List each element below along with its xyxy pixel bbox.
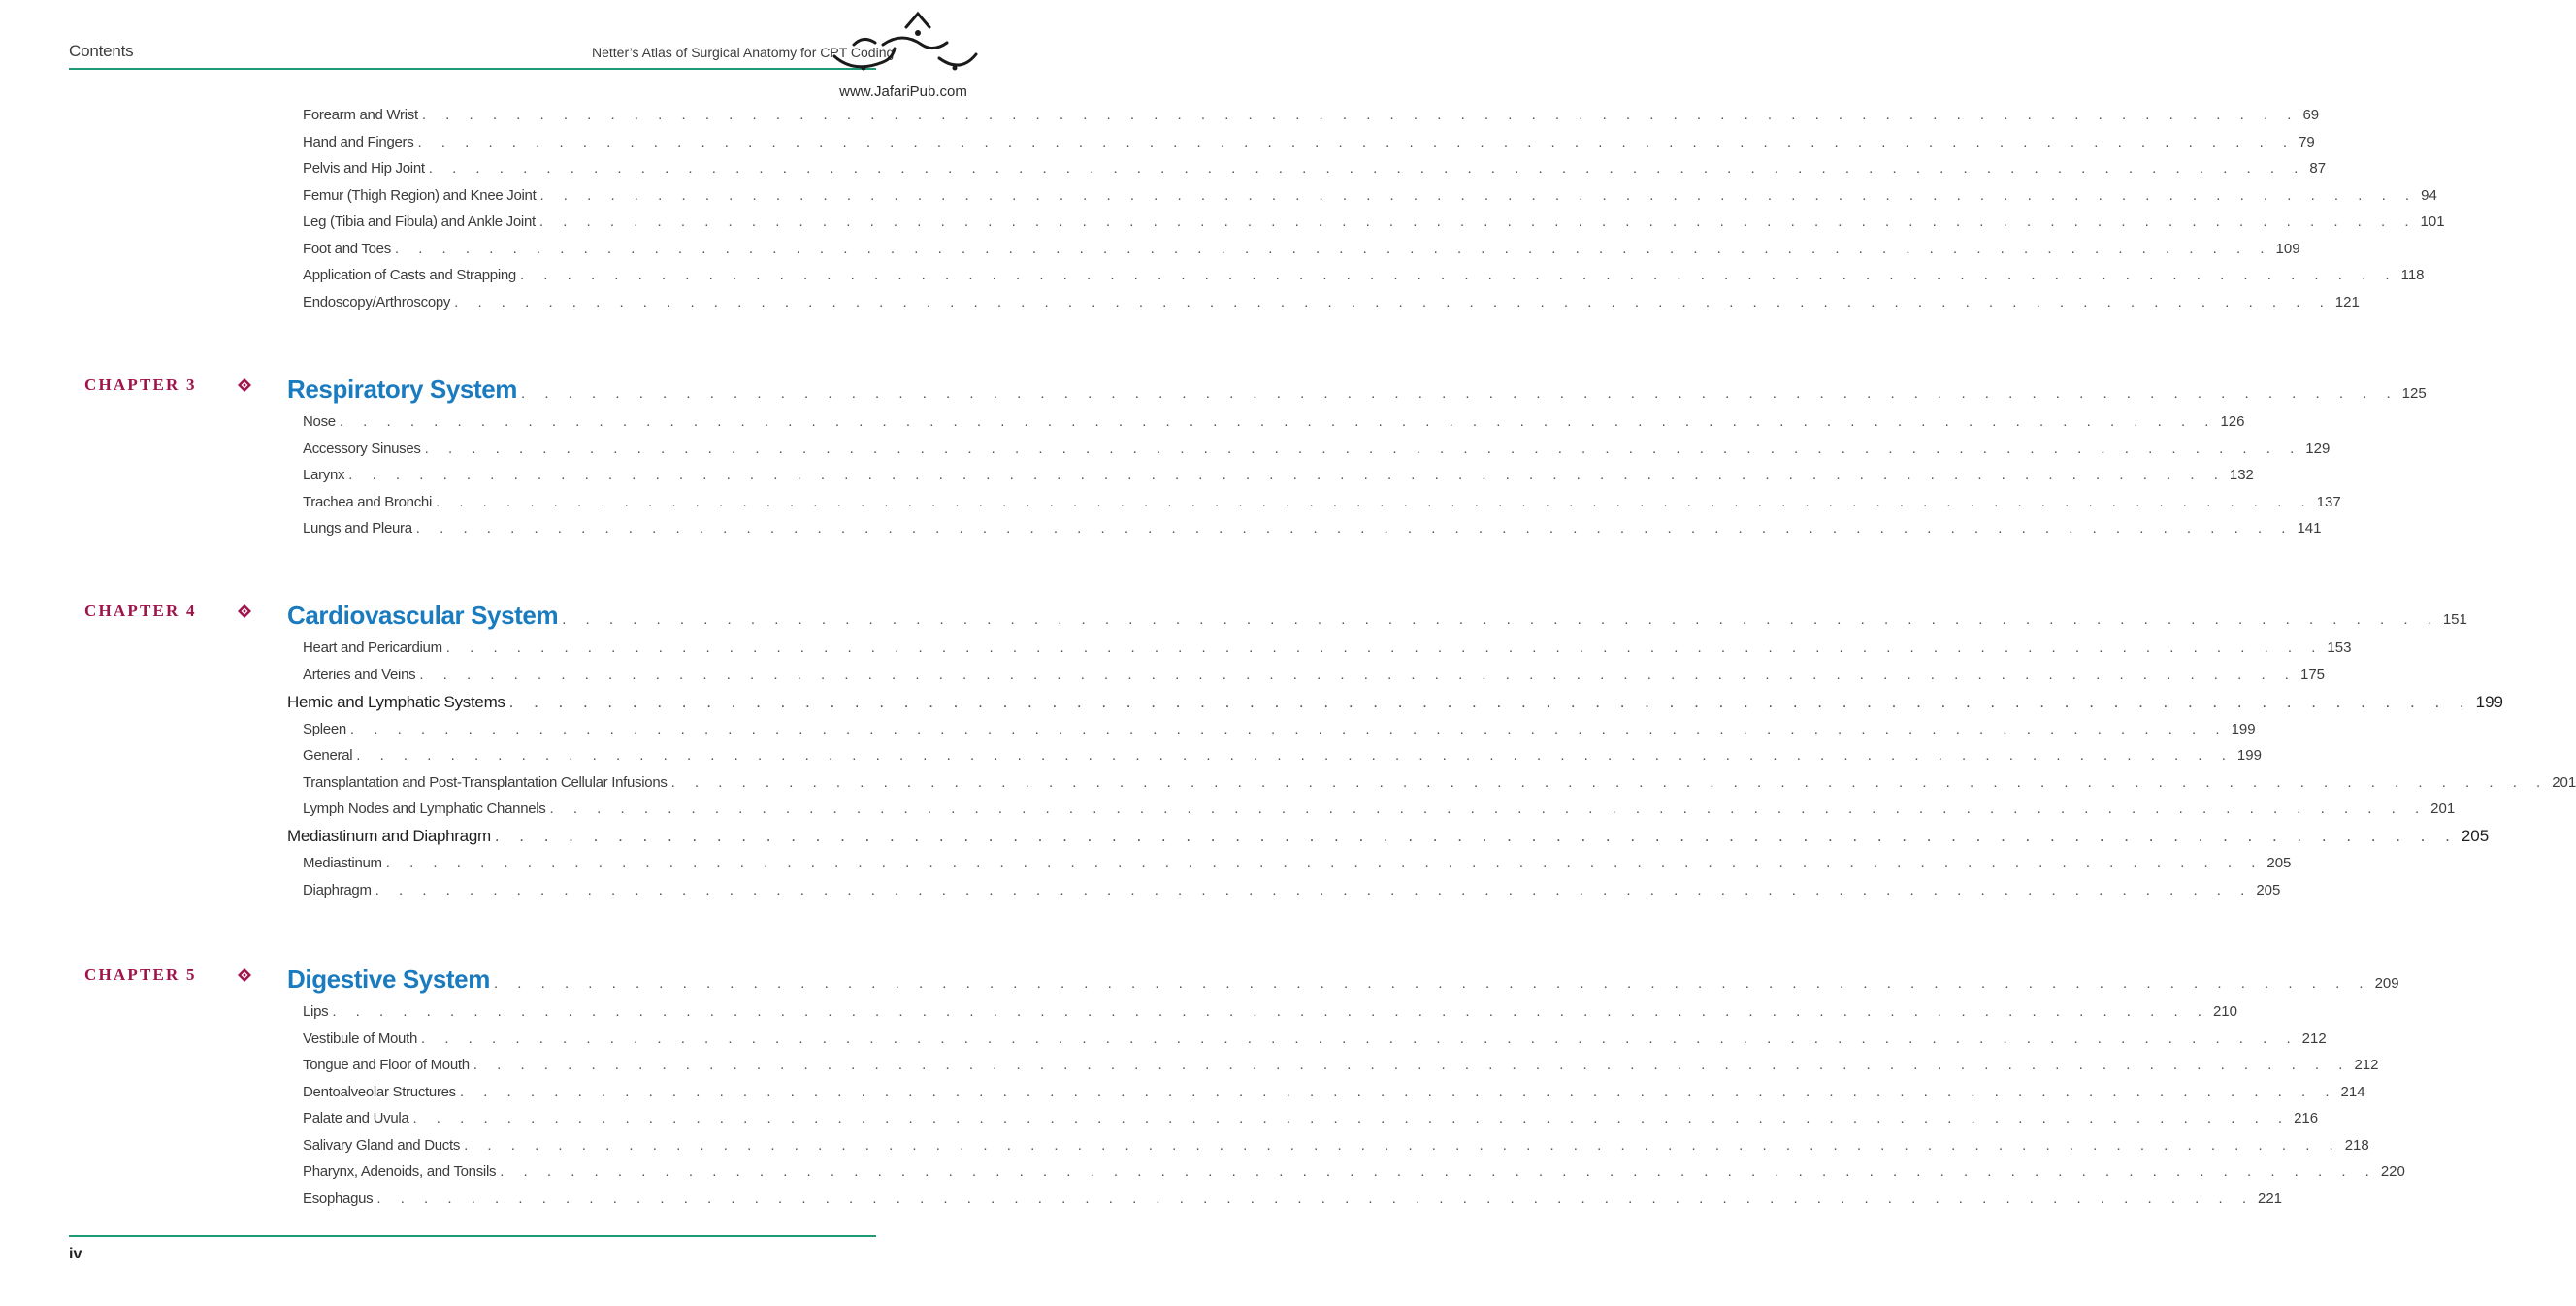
- dot-leader: . . . . . . . . . . . . . . . . . . . . . . . . . . . . . . . . . . . . . . . . . . . . . . . . . . . . . . . . . . . . . . . . . . . . . . . . . . . . . . . .: [375, 881, 2253, 898]
- toc-entry-label: Mediastinum: [303, 855, 382, 871]
- toc-entry-label: Arteries and Veins: [303, 666, 416, 683]
- toc-entry[interactable]: [303, 464, 2254, 485]
- dot-leader: . . . . . . . . . . . . . . . . . . . . . . . . . . . . . . . . . . . . . . . . . . . . . . . . . . . . . . . . . . . . . . . . . . . . . . . . . . . . . . . .: [349, 720, 2228, 737]
- diamond-ornament-icon: [238, 968, 251, 982]
- toc-entry[interactable]: [303, 879, 2281, 900]
- toc-entry[interactable]: [303, 744, 2262, 766]
- running-head-book-title: Netter’s Atlas of Surgical Anatomy for CPT Coding: [592, 45, 895, 60]
- toc-entry-label: Hand and Fingers: [303, 133, 414, 150]
- dot-leader: . . . . . . . . . . . . . . . . . . . . . . . . . . . . . . . . . . . . . . . . . . . . . . . . . . . . . . . . . . . . . . . . . . . . . . . . . . . . . . . .: [500, 1163, 2377, 1180]
- toc-entry[interactable]: [303, 798, 2456, 819]
- toc-entry-label: Nose: [303, 413, 336, 430]
- toc-entry[interactable]: [303, 517, 2322, 539]
- dot-leader: . . . . . . . . . . . . . . . . . . . . . . . . . . . . . . . . . . . . . . . . . . . . . . . . . . . . . . . . . . . . . . . . . . . . . . . . . . . . . . . .: [473, 1057, 2351, 1073]
- dot-leader: . . . . . . . . . . . . . . . . . . . . . . . . . . . . . . . . . . . . . . . . . . . . . . . . . . . . . . . . . . . . . . . . . . . . . . . . . . . . . . . .: [459, 1083, 2337, 1100]
- running-head-section: Contents: [69, 42, 134, 60]
- toc-entry-page-number: 153: [2327, 639, 2352, 656]
- toc-entry-page-number: 132: [2229, 467, 2254, 483]
- toc-entry-page-number: 214: [2340, 1083, 2365, 1100]
- chapter-heading[interactable]: [287, 960, 2399, 995]
- dot-leader: . . . . . . . . . . . . . . . . . . . . . . . . . . . . . . . . . . . . . . . . . . . . . . . . . . . . . . . . . . . . . . . . . . . . . . . . . . . . . . . .: [670, 773, 2549, 791]
- toc-entry-label: Pelvis and Hip Joint: [303, 160, 425, 177]
- toc-entry-page-number: 199: [2231, 720, 2256, 737]
- toc-entry[interactable]: [303, 131, 2315, 152]
- toc-entry-page-number: 118: [2400, 267, 2425, 283]
- chapter-heading-label: Cardiovascular System: [287, 601, 559, 630]
- dot-leader: . . . . . . . . . . . . . . . . . . . . . . . . . . . . . . . . . . . . . . . . . . . . . . . . . . . . . . . . . . . . . . . . . . . . . . . . . . . . . . . .: [421, 107, 2299, 123]
- toc-entry-label: Esophagus: [303, 1190, 374, 1207]
- dot-leader: . . . . . . . . . . . . . . . . . . . . . . . . . . . . . . . . . . . . . . . . . . . . . . . . . . . . . . . . . . . . . . . . . . . . . . . . . . . . . . . .: [549, 800, 2428, 817]
- toc-entry-label: Lymph Nodes and Lymphatic Channels: [303, 800, 546, 817]
- toc-entry-label: Pharynx, Adenoids, and Tonsils: [303, 1163, 497, 1180]
- toc-entry-label: Vestibule of Mouth: [303, 1029, 418, 1047]
- toc-entry[interactable]: [303, 1107, 2319, 1128]
- toc-entry-page-number: 212: [2301, 1029, 2327, 1047]
- toc-entry-page-number: 199: [2236, 747, 2262, 764]
- toc-entry[interactable]: [303, 104, 2320, 125]
- toc-entry-page-number: 221: [2258, 1190, 2283, 1207]
- toc-entry-page-number: 220: [2380, 1163, 2405, 1180]
- toc-entry-label: Lungs and Pleura: [303, 520, 412, 537]
- toc-subheading-label: Mediastinum and Diaphragm: [287, 827, 491, 845]
- toc-entry-label: Dentoalveolar Structures: [303, 1083, 456, 1100]
- toc-entry-label: Trachea and Bronchi: [303, 493, 432, 510]
- toc-entry-label: Heart and Pericardium: [303, 639, 442, 656]
- chapter-heading-page-number: 151: [2442, 611, 2467, 628]
- toc-entry[interactable]: [303, 184, 2437, 206]
- footer-rule: [69, 1235, 876, 1237]
- page-number: iv: [69, 1246, 82, 1262]
- dot-leader: . . . . . . . . . . . . . . . . . . . . . . . . . . . . . . . . . . . . . . . . . . . . . . . . . . . . . . . . . . . . . . . . . . . . . . . . . . . . . . . .: [521, 385, 2398, 402]
- toc-entry-page-number: 129: [2305, 440, 2331, 457]
- chapter-number-label: CHAPTER 3: [84, 375, 197, 394]
- publisher-watermark: [825, 6, 982, 107]
- dot-leader: . . . . . . . . . . . . . . . . . . . . . . . . . . . . . . . . . . . . . . . . . . . . . . . . . . . . . . . . . . . . . . . . . . . . . . . . . . . . . . . .: [539, 186, 2418, 204]
- dot-leader: . . . . . . . . . . . . . . . . . . . . . . . . . . . . . . . . . . . . . . . . . . . . . . . . . . . . . . . . . . . . . . . . . . . . . . . . . . . . . . . .: [419, 666, 2297, 683]
- chapter-heading[interactable]: [287, 596, 2467, 631]
- chapter-heading-page-number: 209: [2374, 975, 2399, 992]
- toc-entry[interactable]: [303, 291, 2360, 312]
- dot-leader: . . . . . . . . . . . . . . . . . . . . . . . . . . . . . . . . . . . . . . . . . . . . . . . . . . . . . . . . . . . . . . . . . . . . . . . . . . . . . . . .: [494, 827, 2458, 845]
- toc-entry-label: Femur (Thigh Region) and Knee Joint: [303, 186, 537, 204]
- dot-leader: . . . . . . . . . . . . . . . . . . . . . . . . . . . . . . . . . . . . . . . . . . . . . . . . . . . . . . . . . . . . . . . . . . . . . . . . . . . . . . . .: [562, 611, 2439, 628]
- toc-entry-label: Accessory Sinuses: [303, 440, 421, 457]
- dot-leader: . . . . . . . . . . . . . . . . . . . . . . . . . . . . . . . . . . . . . . . . . . . . . . . . . . . . . . . . . . . . . . . . . . . . . . . . . . . . . . . .: [417, 133, 2296, 150]
- toc-entry[interactable]: [303, 718, 2256, 739]
- toc-entry-page-number: 126: [2220, 413, 2245, 430]
- toc-entry-page-number: 121: [2334, 293, 2360, 310]
- dot-leader: . . . . . . . . . . . . . . . . . . . . . . . . . . . . . . . . . . . . . . . . . . . . . . . . . . . . . . . . . . . . . . . . . . . . . . . . . . . . . . . .: [464, 1136, 2341, 1154]
- header-rule: [69, 68, 876, 70]
- toc-entry-label: Larynx: [303, 467, 345, 483]
- toc-entry[interactable]: [303, 1000, 2237, 1022]
- toc-entry[interactable]: [303, 438, 2331, 459]
- toc-entry[interactable]: [303, 771, 2576, 793]
- toc-entry[interactable]: [303, 664, 2326, 685]
- dot-leader: . . . . . . . . . . . . . . . . . . . . . . . . . . . . . . . . . . . . . . . . . . . . . . . . . . . . . . . . . . . . . . . . . . . . . . . . . . . . . . . .: [508, 692, 2472, 711]
- dot-leader: . . . . . . . . . . . . . . . . . . . . . . . . . . . . . . . . . . . . . . . . . . . . . . . . . . . . . . . . . . . . . . . . . . . . . . . . . . . . . . . .: [424, 440, 2302, 457]
- toc-entry-label: Leg (Tibia and Fibula) and Ankle Joint: [303, 213, 536, 230]
- dot-leader: . . . . . . . . . . . . . . . . . . . . . . . . . . . . . . . . . . . . . . . . . . . . . . . . . . . . . . . . . . . . . . . . . . . . . . . . . . . . . . . .: [436, 493, 2313, 510]
- toc-entry-page-number: 201: [2430, 800, 2456, 817]
- toc-entry-label: Spleen: [303, 720, 346, 737]
- toc-entry-page-number: 94: [2421, 186, 2437, 204]
- toc-entry[interactable]: [303, 1081, 2365, 1102]
- toc-entry[interactable]: [303, 852, 2292, 873]
- toc-entry-page-number: 216: [2294, 1110, 2319, 1126]
- toc-entry[interactable]: [303, 264, 2425, 285]
- dot-leader: . . . . . . . . . . . . . . . . . . . . . . . . . . . . . . . . . . . . . . . . . . . . . . . . . . . . . . . . . . . . . . . . . . . . . . . . . . . . . . . .: [428, 160, 2306, 177]
- toc-entry-label: General: [303, 747, 353, 764]
- dot-leader: . . . . . . . . . . . . . . . . . . . . . . . . . . . . . . . . . . . . . . . . . . . . . . . . . . . . . . . . . . . . . . . . . . . . . . . . . . . . . . . .: [538, 213, 2417, 230]
- toc-subheading-page-number: 205: [2461, 827, 2490, 845]
- toc-entry-label: Diaphragm: [303, 881, 372, 898]
- toc-entry-label: Palate and Uvula: [303, 1110, 409, 1126]
- toc-entry-page-number: 205: [2266, 855, 2292, 871]
- diamond-ornament-icon: [238, 604, 251, 618]
- toc-entry[interactable]: [303, 1134, 2369, 1156]
- dot-leader: . . . . . . . . . . . . . . . . . . . . . . . . . . . . . . . . . . . . . . . . . . . . . . . . . . . . . . . . . . . . . . . . . . . . . . . . . . . . . . . .: [519, 267, 2397, 283]
- toc-entry-page-number: 69: [2302, 107, 2320, 123]
- dot-leader: . . . . . . . . . . . . . . . . . . . . . . . . . . . . . . . . . . . . . . . . . . . . . . . . . . . . . . . . . . . . . . . . . . . . . . . . . . . . . . . .: [415, 520, 2294, 537]
- chapter-number-label: CHAPTER 4: [84, 602, 197, 620]
- toc-entry[interactable]: [303, 637, 2352, 658]
- toc-subheading[interactable]: [287, 691, 2503, 712]
- toc-entry-page-number: 101: [2420, 213, 2445, 230]
- toc-entry[interactable]: [303, 1028, 2327, 1049]
- chapter-number-label: CHAPTER 5: [84, 965, 197, 984]
- toc-entry[interactable]: [303, 238, 2300, 259]
- dot-leader: . . . . . . . . . . . . . . . . . . . . . . . . . . . . . . . . . . . . . . . . . . . . . . . . . . . . . . . . . . . . . . . . . . . . . . . . . . . . . . . .: [394, 240, 2272, 257]
- dot-leader: . . . . . . . . . . . . . . . . . . . . . . . . . . . . . . . . . . . . . . . . . . . . . . . . . . . . . . . . . . . . . . . . . . . . . . . . . . . . . . . .: [356, 747, 2234, 764]
- toc-entry-page-number: 79: [2299, 133, 2315, 150]
- dot-leader: . . . . . . . . . . . . . . . . . . . . . . . . . . . . . . . . . . . . . . . . . . . . . . . . . . . . . . . . . . . . . . . . . . . . . . . . . . . . . . . .: [348, 467, 2226, 483]
- toc-entry-page-number: 205: [2256, 881, 2281, 898]
- chapter-heading-label: Respiratory System: [287, 375, 518, 404]
- toc-entry[interactable]: [303, 491, 2341, 512]
- toc-entry[interactable]: [303, 1054, 2379, 1075]
- dot-leader: . . . . . . . . . . . . . . . . . . . . . . . . . . . . . . . . . . . . . . . . . . . . . . . . . . . . . . . . . . . . . . . . . . . . . . . . . . . . . . . .: [339, 413, 2217, 430]
- toc-entry-page-number: 201: [2552, 773, 2576, 791]
- toc-entry-label: Tongue and Floor of Mouth: [303, 1057, 470, 1073]
- toc-subheading[interactable]: [287, 825, 2490, 846]
- toc-entry-label: Forearm and Wrist: [303, 107, 418, 123]
- toc-entry-label: Endoscopy/Arthroscopy: [303, 293, 451, 310]
- toc-entry-page-number: 109: [2275, 240, 2300, 257]
- toc-entry-page-number: 141: [2297, 520, 2322, 537]
- toc-entry-page-number: 137: [2316, 493, 2341, 510]
- chapter-heading-label: Digestive System: [287, 964, 490, 994]
- watermark-url: www.JafariPub.com: [839, 83, 967, 100]
- toc-entry-page-number: 210: [2212, 1003, 2237, 1020]
- dot-leader: . . . . . . . . . . . . . . . . . . . . . . . . . . . . . . . . . . . . . . . . . . . . . . . . . . . . . . . . . . . . . . . . . . . . . . . . . . . . . . . .: [421, 1029, 2299, 1047]
- dot-leader: . . . . . . . . . . . . . . . . . . . . . . . . . . . . . . . . . . . . . . . . . . . . . . . . . . . . . . . . . . . . . . . . . . . . . . . . . . . . . . . .: [385, 855, 2264, 871]
- toc-entry-page-number: 87: [2309, 160, 2327, 177]
- dot-leader: . . . . . . . . . . . . . . . . . . . . . . . . . . . . . . . . . . . . . . . . . . . . . . . . . . . . . . . . . . . . . . . . . . . . . . . . . . . . . . . .: [493, 975, 2371, 992]
- dot-leader: . . . . . . . . . . . . . . . . . . . . . . . . . . . . . . . . . . . . . . . . . . . . . . . . . . . . . . . . . . . . . . . . . . . . . . . . . . . . . . . .: [445, 639, 2324, 656]
- toc-entry-label: Transplantation and Post-Transplantation Cellular Infusions: [303, 773, 668, 791]
- toc-entry[interactable]: [303, 410, 2245, 432]
- toc-entry[interactable]: [303, 211, 2445, 232]
- chapter-heading-page-number: 125: [2401, 385, 2427, 402]
- toc-entry-label: Salivary Gland and Ducts: [303, 1136, 461, 1154]
- toc-entry-page-number: 212: [2354, 1057, 2379, 1073]
- dot-leader: . . . . . . . . . . . . . . . . . . . . . . . . . . . . . . . . . . . . . . . . . . . . . . . . . . . . . . . . . . . . . . . . . . . . . . . . . . . . . . . .: [412, 1110, 2291, 1126]
- toc-entry[interactable]: [303, 1188, 2283, 1209]
- toc-entry-label: Foot and Toes: [303, 240, 391, 257]
- toc-entry[interactable]: [303, 157, 2327, 179]
- toc-entry-label: Lips: [303, 1003, 329, 1020]
- toc-subheading-label: Hemic and Lymphatic Systems: [287, 692, 505, 711]
- dot-leader: . . . . . . . . . . . . . . . . . . . . . . . . . . . . . . . . . . . . . . . . . . . . . . . . . . . . . . . . . . . . . . . . . . . . . . . . . . . . . . . .: [454, 293, 2331, 310]
- chapter-heading[interactable]: [287, 370, 2427, 405]
- toc-entry-page-number: 218: [2344, 1136, 2369, 1154]
- calligraphy-logo-icon: [825, 6, 982, 87]
- diamond-ornament-icon: [238, 378, 251, 392]
- toc-entry-label: Application of Casts and Strapping: [303, 267, 516, 283]
- toc-entry-page-number: 175: [2299, 666, 2326, 683]
- toc-entry[interactable]: [303, 1160, 2405, 1182]
- dot-leader: . . . . . . . . . . . . . . . . . . . . . . . . . . . . . . . . . . . . . . . . . . . . . . . . . . . . . . . . . . . . . . . . . . . . . . . . . . . . . . . .: [332, 1003, 2209, 1020]
- dot-leader: . . . . . . . . . . . . . . . . . . . . . . . . . . . . . . . . . . . . . . . . . . . . . . . . . . . . . . . . . . . . . . . . . . . . . . . . . . . . . . . .: [376, 1190, 2254, 1207]
- toc-subheading-page-number: 199: [2475, 692, 2503, 711]
